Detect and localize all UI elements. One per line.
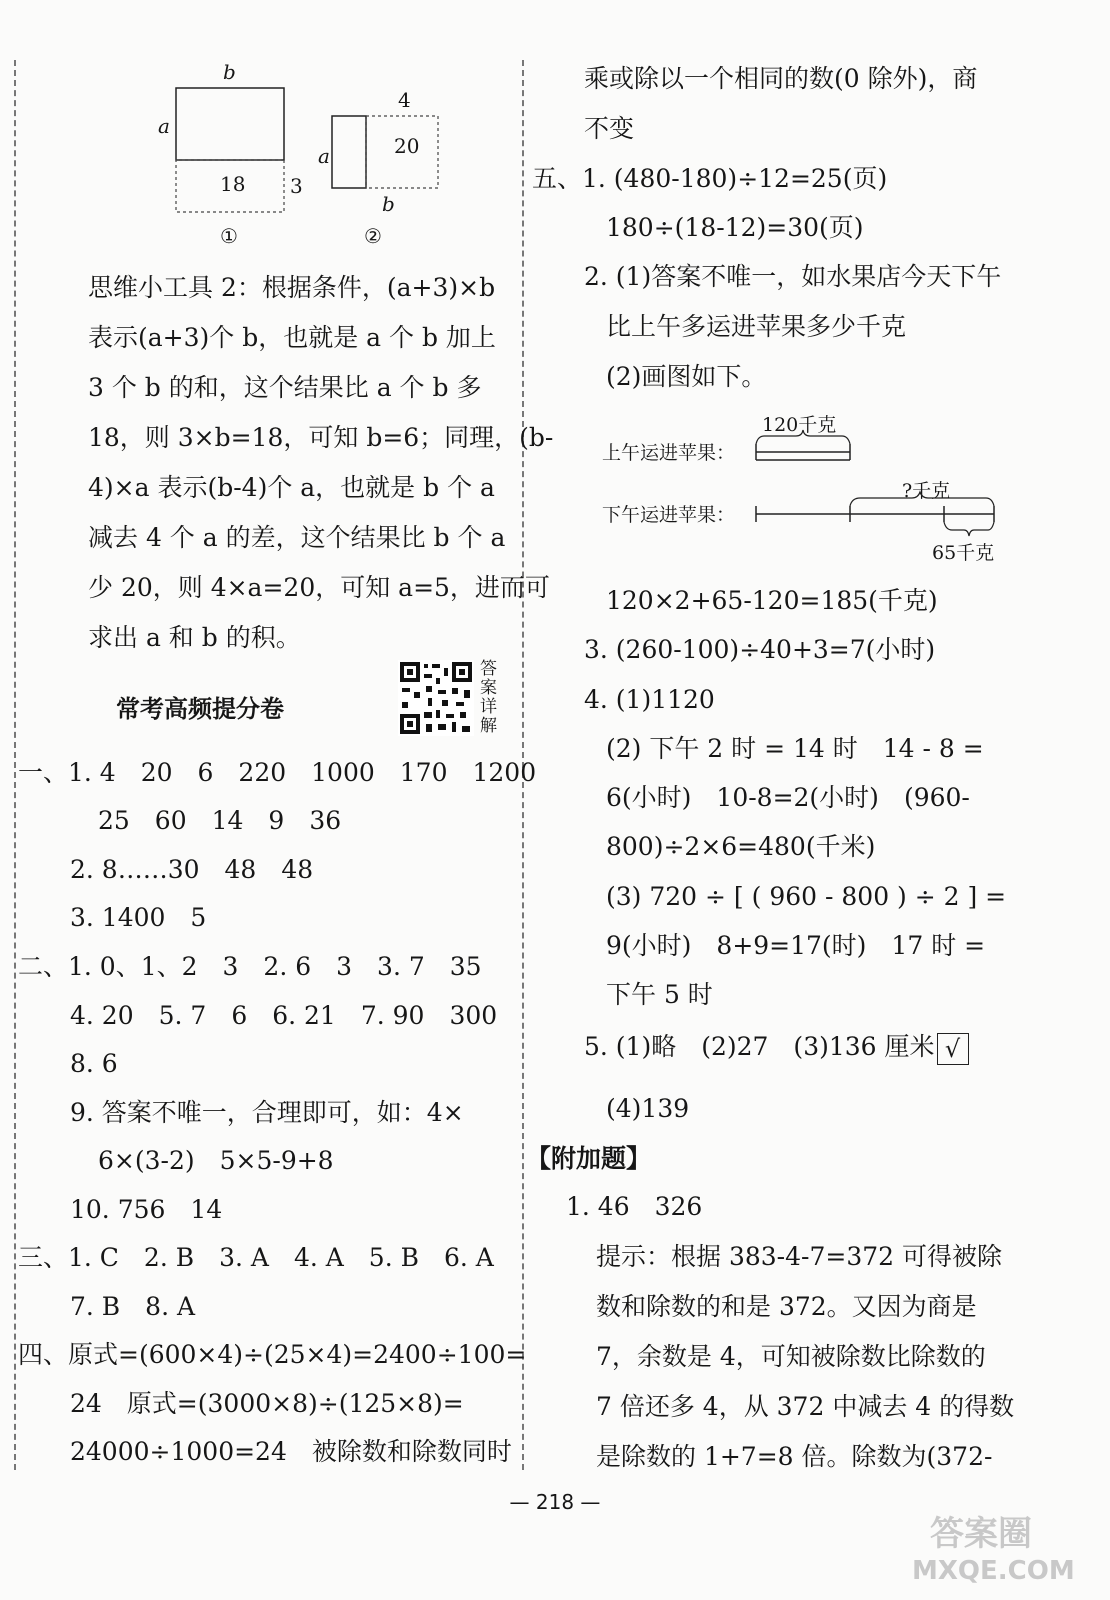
bonus-answer-1: 1. 46 326	[566, 1192, 703, 1221]
answer-5-1: 五、1. (480-180)÷12=25(页)	[532, 164, 888, 193]
answer-5-4-2: (2) 下午 2 时 = 14 时 14 - 8 =	[606, 734, 984, 763]
hint-line: 18，则 3×b=18，可知 b=6；同理，(b-	[88, 423, 554, 452]
figure-1-caption: ①	[220, 224, 238, 248]
figure-2-bottom-label: b	[382, 192, 395, 216]
bonus-hint-1: 提示：根据 383-4-7=372 可得被除	[596, 1242, 1002, 1271]
hint-line: 求出 a 和 b 的积。	[88, 623, 301, 652]
figure-2	[318, 88, 458, 250]
answer-1-1: 一、1. 4 20 6 220 1000 170 1200	[18, 758, 537, 787]
answer-5-1-cont: 180÷(18-12)=30(页)	[606, 213, 864, 242]
question-amount-label: ?千克	[902, 480, 951, 502]
right-line-2: 不变	[584, 114, 635, 143]
hint-line: 表示(a+3)个 b，也就是 a 个 b 加上	[88, 323, 496, 352]
figure-1-drawing	[150, 60, 310, 220]
figure-2-drawing	[318, 88, 458, 198]
right-line-1: 乘或除以一个相同的数(0 除外)，商	[584, 64, 978, 93]
answer-5-2-calc: 120×2+65-120=185(千克)	[606, 586, 938, 615]
figure-2-caption: ②	[364, 224, 382, 248]
hint-line: 3 个 b 的和，这个结果比 a 个 b 多	[88, 373, 482, 402]
answer-2-10: 10. 756 14	[70, 1195, 223, 1224]
answer-5-4: 4. (1)1120	[584, 685, 715, 714]
bonus-hint-4: 7 倍还多 4，从 372 中减去 4 的得数	[596, 1392, 1015, 1421]
answer-3-1: 三、1. C 2. B 3. A 4. A 5. B 6. A	[18, 1243, 494, 1272]
answer-1-1-cont: 25 60 14 9 36	[98, 806, 342, 835]
watermark-url: MXQE.COM	[912, 1556, 1075, 1586]
figure-2-top-label: 4	[398, 88, 411, 112]
afternoon-label: 下午运进苹果：	[602, 504, 736, 526]
hint-line: 4)×a 表示(b-4)个 a，也就是 b 个 a	[88, 473, 495, 502]
extra-amount-label: 65千克	[932, 542, 995, 564]
hint-line: 思维小工具 2：根据条件，(a+3)×b	[88, 273, 496, 302]
bonus-hint-3: 7，余数是 4，可知被除数比除数的	[596, 1342, 986, 1371]
check-mark-box: √	[937, 1033, 969, 1065]
answer-2-4: 4. 20 5. 7 6 6. 21 7. 90 300	[70, 1001, 498, 1030]
qr-code-graphic	[398, 660, 474, 736]
qr-code[interactable]	[398, 660, 474, 736]
answer-5-4-3-cont: 9(小时) 8+9=17(时) 17 时 =	[606, 931, 986, 960]
answer-1-2: 2. 8……30 48 48	[70, 855, 314, 884]
answer-5-5-4: (4)139	[606, 1094, 690, 1123]
top-amount-label: 120千克	[762, 414, 837, 436]
answer-5-2-part2: (2)画图如下。	[606, 362, 767, 391]
answer-5-4-3: (3) 720 ÷ [ ( 960 - 800 ) ÷ 2 ] =	[606, 882, 1007, 911]
morning-label: 上午运进苹果：	[602, 442, 736, 464]
qr-caption: 答案详解	[480, 659, 497, 736]
segment-diagram	[600, 408, 1020, 568]
bonus-heading: 【附加题】	[526, 1144, 652, 1173]
answer-2-1: 二、1. 0、1、2 3 2. 6 3 3. 7 35	[18, 952, 482, 981]
left-margin-rule	[14, 60, 16, 1470]
answer-5-5	[584, 1030, 969, 1065]
answer-4-1: 四、原式=(600×4)÷(25×4)=2400÷100=	[18, 1340, 527, 1369]
answer-2-9: 9. 答案不唯一，合理即可，如：4×	[70, 1098, 464, 1127]
hint-line: 减去 4 个 a 的差，这个结果比 b 个 a	[88, 523, 506, 552]
page-number: — 218 —	[509, 1490, 601, 1514]
figure-1-left-label: a	[158, 114, 170, 138]
watermark-logo: 答案圈	[930, 1514, 1032, 1554]
answer-4-2: 24 原式=(3000×8)÷(125×8)=	[70, 1389, 464, 1418]
figure-2-left-label: a	[318, 144, 330, 168]
answer-5-3: 3. (260-100)÷40+3=7(小时)	[584, 635, 936, 664]
answer-5-5-text: 5. (1)略 (2)27 (3)136 厘米	[584, 1032, 935, 1061]
figure-1-top-label: b	[223, 60, 236, 84]
answer-2-8: 8. 6	[70, 1049, 118, 1078]
figure-1-side-label: 3	[290, 174, 303, 198]
figure-2-inner-label: 20	[394, 134, 420, 158]
answer-5-2-cont: 比上午多运进苹果多少千克	[606, 312, 907, 341]
answer-1-3: 3. 1400 5	[70, 903, 207, 932]
answer-2-9-cont: 6×(3-2) 5×5-9+8	[98, 1146, 334, 1175]
bonus-hint-2: 数和除数的和是 372。又因为商是	[596, 1292, 977, 1321]
figure-1	[150, 60, 310, 250]
answer-5-2: 2. (1)答案不唯一，如水果店今天下午	[584, 262, 1002, 291]
answer-5-4-3-cont2: 下午 5 时	[606, 980, 713, 1009]
bonus-hint-5: 是除数的 1+7=8 倍。除数为(372-	[596, 1442, 993, 1471]
segment-diagram-lines	[600, 408, 1020, 568]
hint-line: 少 20，则 4×a=20，可知 a=5，进而可	[88, 573, 550, 602]
answer-5-4-2-cont2: 800)÷2×6=480(千米)	[606, 832, 876, 861]
figure-1-inner-label: 18	[220, 172, 246, 196]
answer-4-3: 24000÷1000=24 被除数和除数同时	[70, 1437, 512, 1466]
answer-5-4-2-cont: 6(小时) 10-8=2(小时) (960-	[606, 783, 970, 812]
answer-3-7: 7. B 8. A	[70, 1292, 196, 1321]
section-title: 常考高频提分卷	[116, 695, 284, 723]
